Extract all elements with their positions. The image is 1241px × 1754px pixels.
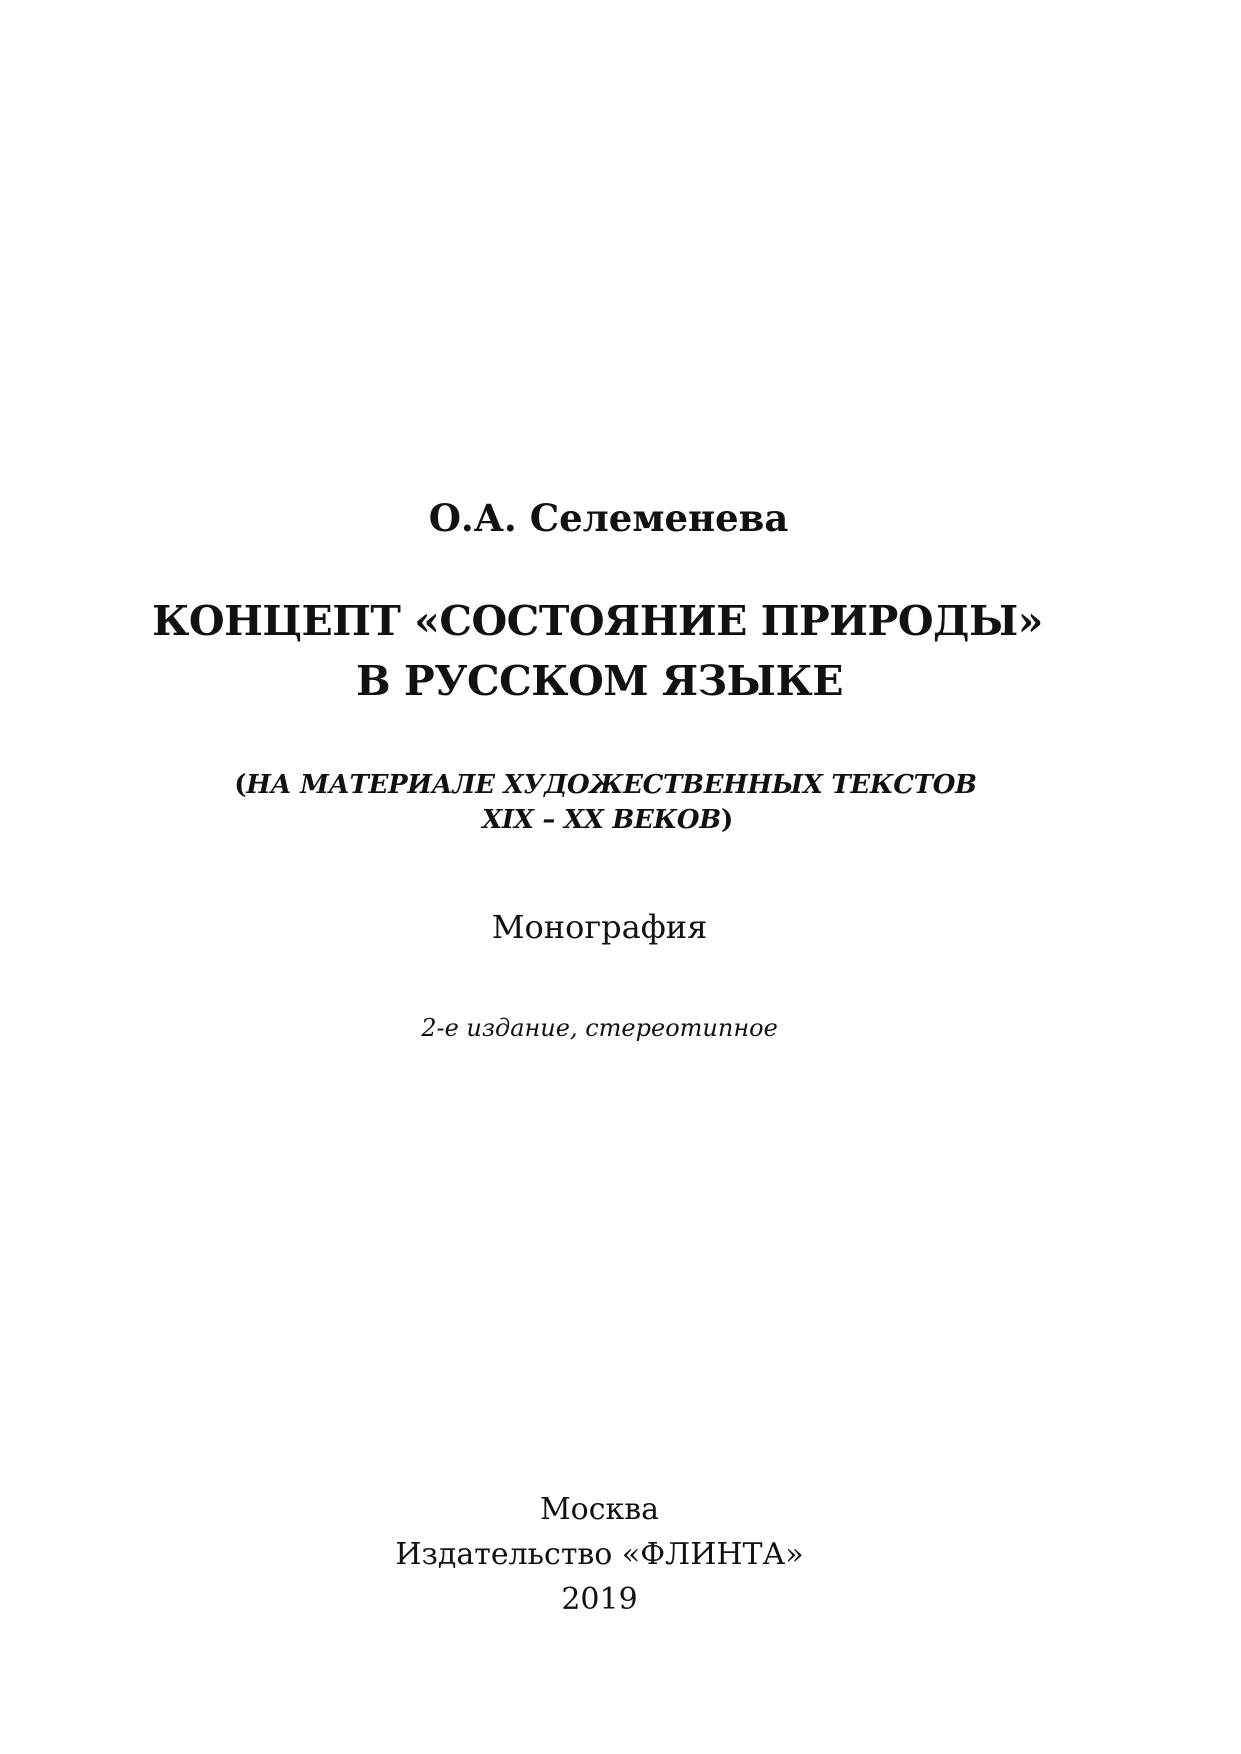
book-subtitle-line-1 bbox=[0, 770, 1226, 800]
subtitle-close-paren: ) bbox=[720, 805, 733, 835]
imprint-year: 2019 bbox=[561, 1582, 638, 1617]
subtitle-line-2-text: XIX – XX ВЕКОВ bbox=[482, 805, 721, 835]
book-title-line-2: В РУССКОМ ЯЗЫКЕ bbox=[355, 657, 843, 705]
subtitle-line-1-text: НА МАТЕРИАЛЕ ХУДОЖЕСТВЕННЫХ ТЕКСТОВ bbox=[246, 770, 977, 800]
imprint-city: Москва bbox=[539, 1492, 660, 1527]
edition-note: 2-е издание, стереотипное bbox=[421, 1014, 778, 1042]
publication-genre: Монография bbox=[491, 908, 708, 946]
book-title-line-1: КОНЦЕПТ «СОСТОЯНИЕ ПРИРОДЫ» bbox=[152, 597, 1043, 645]
imprint-publisher: Издательство «ФЛИНТА» bbox=[395, 1537, 804, 1572]
book-subtitle-line-2 bbox=[0, 805, 1228, 835]
author-name: О.А. Селеменева bbox=[428, 496, 789, 540]
subtitle-open-paren: ( bbox=[234, 770, 247, 800]
